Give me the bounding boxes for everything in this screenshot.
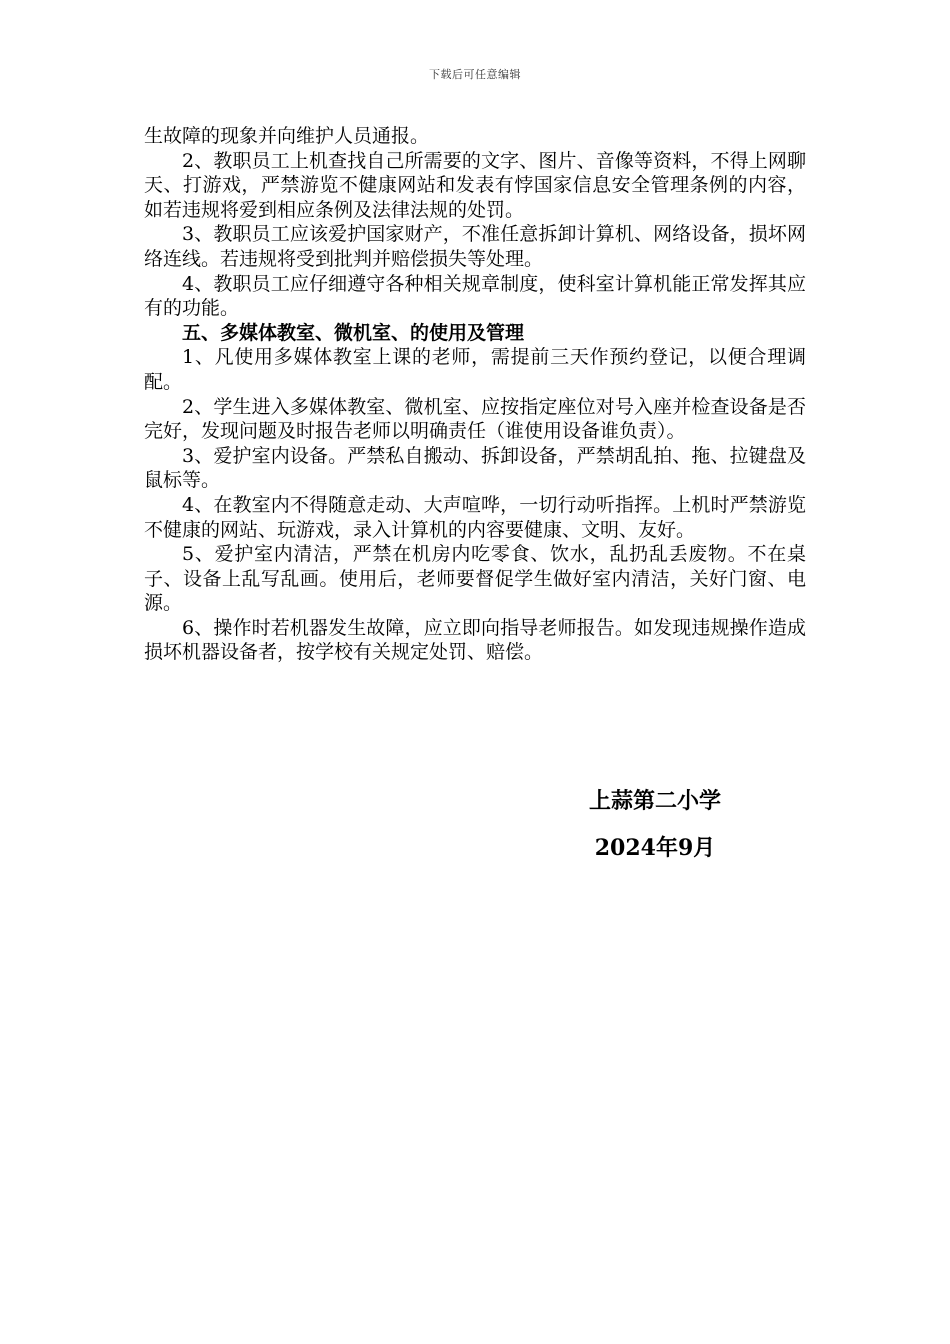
paragraph-rule-3: 3、教职员工应该爱护国家财产，不准任意拆卸计算机、网络设备，损坏网络连线。若违规将受到批判并赔偿损失等处理。 (144, 223, 806, 270)
document-body (144, 124, 806, 665)
paragraph-continuation: 生故障的现象并向维护人员通报。 (144, 125, 430, 147)
paragraph-section5-rule-3: 3、爱护室内设备。严禁私自搬动、拆卸设备，严禁胡乱拍、拖、拉键盘及鼠标等。 (144, 444, 806, 492)
paragraph-section5-rule-1: 1、凡使用多媒体教室上课的老师，需提前三天作预约登记，以便合理调配。 (144, 346, 806, 393)
paragraph-rule-2: 2、教职员工上机查找自己所需要的文字、图片、音像等资料，不得上网聊天、打游戏，严禁游览不健康网站和发表有悖国家信息安全管理条例的内容，如若违规将爱到相应条例及法律法规的处罚。 (144, 149, 806, 221)
signature-date: 2024年9月 (594, 835, 716, 861)
paragraph-rule-4: 4、教职员工应仔细遵守各种相关规章制度，使科室计算机能正常发挥其应有的功能。 (144, 272, 806, 320)
signature-organization: 上蒜第二小学 (588, 788, 721, 814)
paragraph-section5-rule-2: 2、学生进入多媒体教室、微机室、应按指定座位对号入座并检查设备是否完好，发现问题及时报告老师以明确责任（谁使用设备谁负责）。 (144, 395, 806, 443)
paragraph-section5-rule-6: 6、操作时若机器发生故障，应立即向指导老师报告。如发现违规操作造成损坏机器设备者，按学校有关规定处罚、赔偿。 (144, 616, 806, 664)
paragraph-section5-rule-5: 5、爱护室内清洁，严禁在机房内吃零食、饮水，乱扔乱丢废物。不在桌子、设备上乱写乱画。使用后，老师要督促学生做好室内清洁，关好门窗、电源。 (144, 543, 806, 615)
section-heading-five: 五、多媒体教室、微机室、的使用及管理 (182, 321, 525, 344)
paragraph-section5-rule-4: 4、在教室内不得随意走动、大声喧哗，一切行动听指挥。上机时严禁游览不健康的网站、玩游戏，录入计算机的内容要健康、文明、友好。 (144, 493, 806, 541)
page-header: 下载后可任意编辑 (429, 68, 521, 81)
